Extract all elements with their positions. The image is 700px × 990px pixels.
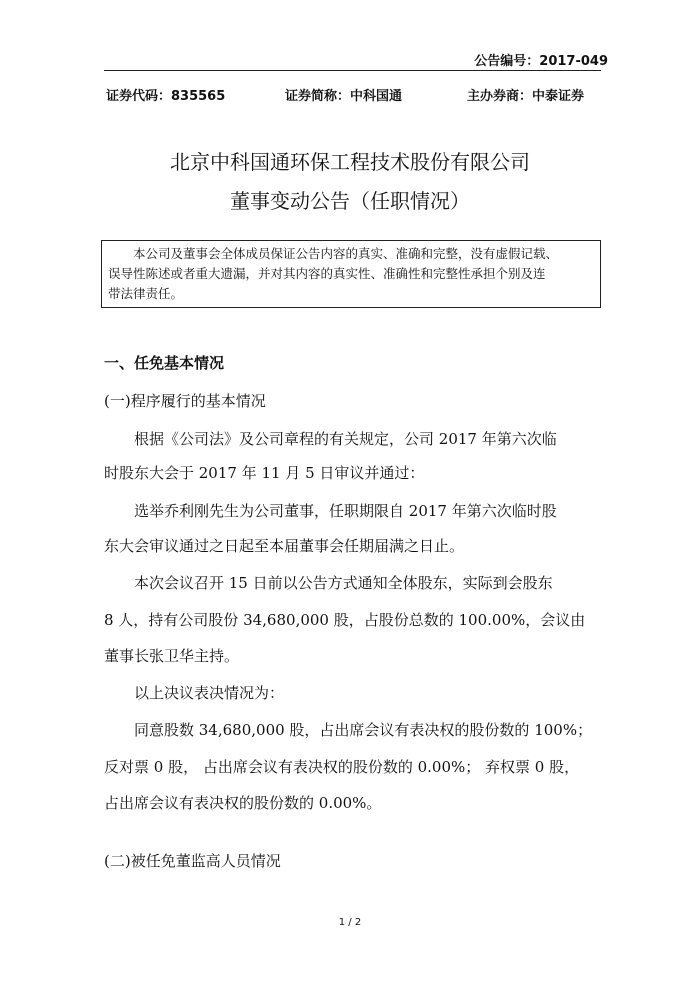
page-number: 1 / 2 — [338, 917, 362, 928]
section-heading-1: 一、任免基本情况 — [104, 354, 225, 372]
paragraph-line: 8 人，持有公司股份 34,680,000 股，占股份总数的 100.00%，会议由 — [104, 611, 586, 629]
header-rule — [104, 70, 601, 71]
paragraph-line: 时股东大会于 2017 年 11 月 5 日审议并通过： — [104, 464, 425, 482]
paragraph-line: 同意股数 34,680,000 股，占出席会议有表决权的股份数的 100%； — [134, 721, 593, 739]
paragraph-line: 以上决议表决情况为： — [134, 684, 285, 702]
paragraph-line: 本次会议召开 15 日前以公告方式通知全体股东，实际到会股东 — [134, 574, 553, 592]
disclaimer-line: 本公司及董事会全体成员保证公告内容的真实、准确和完整，没有虚假记载、 — [133, 246, 559, 261]
paragraph-line: 东大会审议通过之日起至本届董事会任期届满之日止。 — [104, 537, 465, 555]
announcement-title: 董事变动公告（任职情况） — [230, 189, 470, 213]
stock-abbreviation: 证券简称：中科国通 — [285, 89, 403, 104]
stock-code: 证券代码：835565 — [106, 89, 226, 104]
company-title: 北京中科国通环保工程技术股份有限公司 — [170, 150, 530, 174]
paragraph-line: 董事长张卫华主持。 — [104, 647, 240, 665]
paragraph-line: 占出席会议有表决权的股份数的 0.00%。 — [104, 794, 382, 812]
subsection-heading-2: (二)被任免董监高人员情况 — [104, 852, 281, 870]
paragraph-line: 选举乔利刚先生为公司董事，任职期限自 2017 年第六次临时股 — [134, 502, 557, 520]
disclaimer-line: 误导性陈述或者重大遗漏，并对其内容的真实性、准确性和完整性承担个别及连 — [108, 266, 546, 281]
notice-number: 公告编号：2017-049 — [474, 54, 608, 69]
disclaimer-box — [101, 240, 601, 308]
paragraph-line: 反对票 0 股， 占出席会议有表决权的股份数的 0.00%； 弃权票 0 股， — [104, 758, 580, 776]
disclaimer-line: 带法律责任。 — [108, 286, 184, 301]
subsection-heading-1: (一)程序履行的基本情况 — [104, 392, 266, 410]
lead-broker: 主办券商：中泰证券 — [467, 89, 585, 104]
paragraph-line: 根据《公司法》及公司章程的有关规定，公司 2017 年第六次临 — [134, 430, 557, 448]
